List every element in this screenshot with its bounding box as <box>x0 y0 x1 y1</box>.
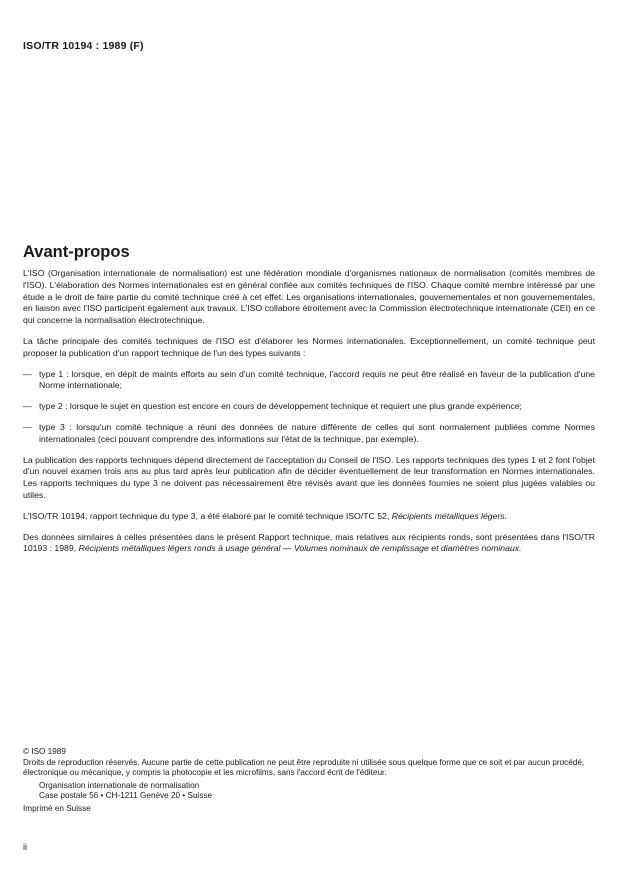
copyright-block <box>23 747 595 814</box>
paragraph-text: L'ISO/TR 10194, rapport technique du type 3, a été élaboré par le comité technique ISO/TC 52, <box>23 510 390 521</box>
list-item-type-2 <box>23 401 595 413</box>
organization-name: Organisation internationale de normalisation <box>39 780 200 790</box>
document-header: ISO/TR 10194 : 1989 (F) <box>23 40 144 52</box>
committee-title: Récipients métalliques légers. <box>391 510 508 521</box>
paragraph-related-data <box>23 532 595 556</box>
foreword-body <box>23 268 595 564</box>
paragraph-text: Des données similaires à celles présentées dans le présent Rapport technique, mais relatives aux récipients ronds, sont présentées dans l'ISO/TR 10193 : 1989, <box>23 531 595 554</box>
paragraph-tr-10194 <box>23 511 595 523</box>
list-item-text: type 2 : lorsque le sujet en question est encore en cours de développement technique et requiert une plus grande expérience; <box>39 401 522 412</box>
paragraph-iso-intro: L'ISO (Organisation internationale de normalisation) est une fédération mondiale d'organismes nationaux de normalisation (comités membres de l'ISO). L'élaboration des Normes internationales est en général confiée aux comités techniques de l'ISO. Chaque comité membre intéressé par une étude a le droit de faire partie du comité technique créé à cet effet. Les organisations internationales, gouvernementales et non gouvernementales, en liaison avec l'ISO participent également aux travaux. L'ISO collabore étroitement avec la Commission électrotechnique internationale (CEI) en ce qui concerne la normalisation électrotechnique. <box>23 268 595 326</box>
list-item-text: type 1 : lorsque, en dépit de maints efforts au sein d'un comité technique, l'accord requis ne peut être réalisé en faveur de la publication d'une Norme internationale; <box>39 368 595 391</box>
paragraph-publication: La publication des rapports techniques dépend directement de l'acceptation du Conseil de l'ISO. Les rapports techniques des types 1 et 2 font l'objet d'un nouvel examen trois ans au plus tard après leur publication afin de décider éventuellement de leur transformation en Normes internationales. Les rapports techniques du type 3 ne doivent pas nécessairement être révisés avant que les données fournies ne soient plus jugées valables ou utiles. <box>23 454 595 500</box>
page-number: ii <box>23 842 27 852</box>
rights-notice: Droits de reproduction réservés. Aucune partie de cette publication ne peut être reproduite ni utilisée sous quelque forme que ce soit et par aucun procédé, électronique ou mécanique, y compris la photocopie et les microfilms, sans l'accord écrit de l'éditeur. <box>23 757 585 777</box>
list-dash: — <box>23 421 32 432</box>
list-item-type-1 <box>23 369 595 393</box>
printed-in: Imprimé en Suisse <box>23 803 91 813</box>
page-title: Avant-propos <box>23 243 130 261</box>
postal-address: Case postale 56 • CH-1211 Genève 20 • Suisse <box>39 791 213 800</box>
copyright-line: © ISO 1989 <box>23 747 66 756</box>
list-item-text: type 3 : lorsqu'un comité technique a réuni des données de nature différente de celles qui sont normalement publiées comme Normes internationales (ceci pouvant comprendre des informations sur l'état de la technique, par exemple). <box>39 421 595 444</box>
list-dash: — <box>23 368 32 379</box>
list-dash: — <box>23 401 32 412</box>
list-item-type-3 <box>23 422 595 446</box>
related-standard-title: Récipients métalliques légers ronds à usage général — Volumes nominaux de remplissage et diamètres nominaux. <box>78 543 522 554</box>
paragraph-tc-task: La tâche principale des comités techniques de l'ISO est d'élaborer les Normes internationales. Exceptionnellement, un comité technique peut proposer la publication d'un rapport technique de l'un des types suivants : <box>23 335 595 358</box>
